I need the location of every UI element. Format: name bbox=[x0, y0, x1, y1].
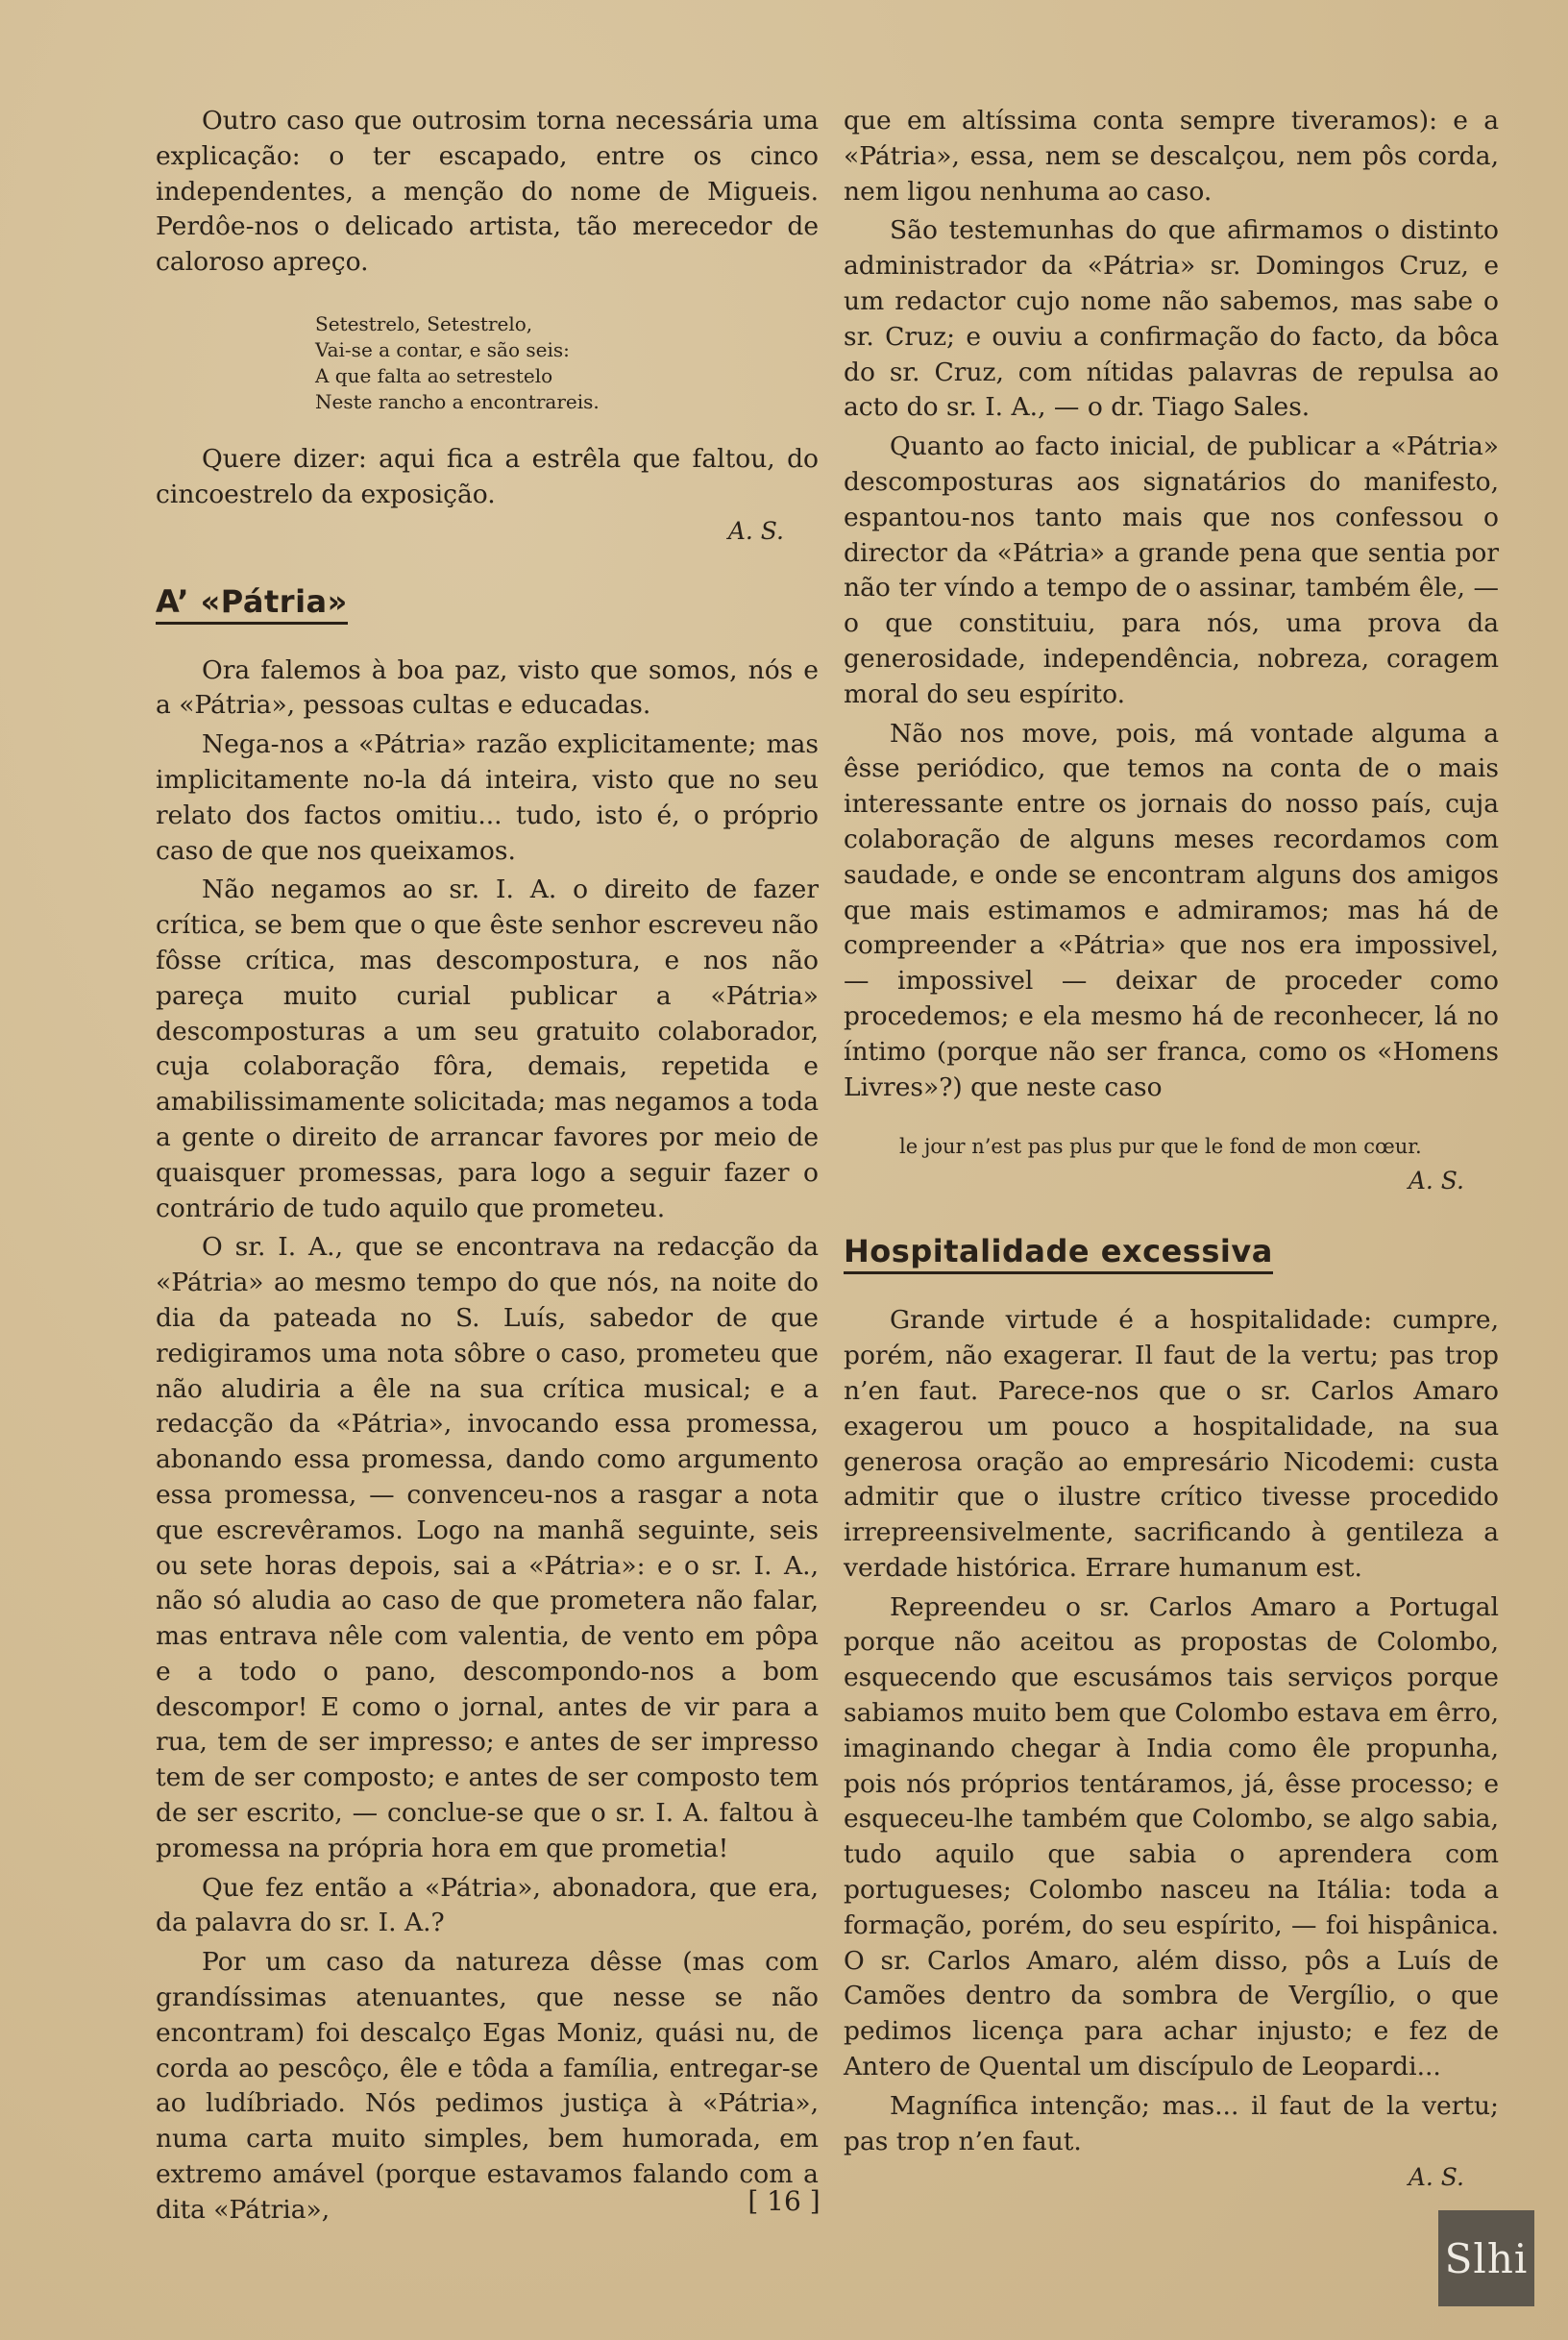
paragraph: O sr. I. A., que se encontrava na redacção da «Pátria» ao mesmo tempo do que nós, na noite do dia da pateada no S. Luís, sabedor de que redigiramos uma nota sôbre o caso, prometeu que não aludiria a êle na sua crítica musical; e a redacção da «Pátria», invocando essa promessa, abonando essa promessa, dando como argumento essa promessa, — convenceu-nos a rasgar a nota que escrevêramos. Logo na manhã seguinte, seis ou sete horas depois, sai a «Pátria»: e o sr. I. A., não só aludia ao caso de que prometera não falar, mas entrava nêle com valentia, de vento em pôpa e a todo o pano, descompondo-nos a bom descompor! E como o jornal, antes de vir para a rua, tem de ser impresso; e antes de ser impresso tem de ser composto; e antes de ser composto tem de ser escrito, — conclue-se que o sr. I. A. faltou à promessa na própria hora em que prometia! bbox=[156, 1232, 819, 1863]
paragraph: Não nos move, pois, má vontade alguma a êsse periódico, que temos na conta de o mais interessante entre os jornais do nosso país, cuja colaboração de alguns meses recordamos com saudade, e onde se encontram alguns dos amigos que mais estimamos e admiramos; mas há de compreender a «Pátria» que nos era impossivel, — impossivel — deixar de proceder como procedemos; e ela mesmo há de reconhecer, lá no íntimo (porque não ser franca, como os «Homens Livres»?) que neste caso bbox=[844, 718, 1499, 1102]
page-number: [ 16 ] bbox=[747, 2185, 821, 2217]
paragraph: Ora falemos à boa paz, visto que somos, nós e a «Pátria», pessoas cultas e educadas. bbox=[156, 654, 819, 721]
french-quote: le jour n’est pas plus pur que le fond de mon cœur. bbox=[899, 1135, 1422, 1159]
signature: A. S. bbox=[727, 516, 784, 545]
paragraph: Quanto ao facto inicial, de publicar a «Pátria» descomposturas aos signatários do manifesto, espantou-nos tanto mais que nos confessou o director da «Pátria» a grande pena que sentia por não ter víndo a tempo de o assinar, também êle, — o que constituiu, para nós, uma prova da generosidade, independência, nobreza, coragem moral do seu espírito. bbox=[844, 431, 1499, 709]
paragraph: Grande virtude é a hospitalidade: cumpre, porém, não exagerar. Il faut de la vertu; pas trop n’en faut. Parece-nos que o sr. Carlos Amaro exagerou um pouco a hospitalidade, na sua generosa oração ao empresário Nicodemi: custa admitir que o ilustre crítico tivesse procedido irrepreensivelmente, sacrificando à gentileza a verdade histórica. Errare humanum est. bbox=[844, 1305, 1499, 1583]
paragraph: Por um caso da natureza dêsse (mas com grandíssimas atenuantes, que nesse se não encontram) foi descalço Egas Moniz, quási nu, de corda ao pescôço, êle e tôda a família, entregar-se ao ludíbriado. Nós pedimos justiça à «Pátria», numa carta muito simples, bem humorada, em extremo amável (porque estavamos falando com a dita «Pátria», bbox=[156, 1947, 819, 2225]
signature: A. S. bbox=[1408, 2163, 1464, 2192]
section-title-patria: A’ «Pátria» bbox=[156, 583, 348, 625]
library-logo: Slhi bbox=[1438, 2210, 1534, 2306]
right-column bbox=[844, 104, 1499, 2203]
poem bbox=[315, 311, 819, 415]
signature: A. S. bbox=[1408, 1167, 1464, 1195]
intro-paragraph: Outro caso que outrosim torna necessária uma explicação: o ter escapado, entre os cinco independentes, a menção do nome de Migueis. Perdôe-nos o delicado artista, tão merecedor de caloroso apreço. bbox=[156, 106, 819, 278]
paragraph: Não negamos ao sr. I. A. o direito de fazer crítica, se bem que o que êste senhor escreveu não fôsse crítica, mas descompostura, e nos não pareça muito curial publicar a «Pátria» descomposturas a um seu gratuito colaborador, cuja colaboração fôra, demais, repetida e amabilissimamente solicitada; mas negamos a toda a gente o direito de arrancar favores por meio de quaisquer promessas, para logo a seguir fazer o contrário de tudo aquilo que prometeu. bbox=[156, 874, 819, 1223]
paragraph: Nega-nos a «Pátria» razão explicitamente; mas implicitamente no-la dá inteira, visto que no seu relato dos factos omitiu... tudo, isto é, o próprio caso de que nos queixamos. bbox=[156, 729, 819, 866]
after-poem-paragraph: Quere dizer: aqui fica a estrêla que faltou, do cincoestrelo da exposição. bbox=[156, 443, 819, 509]
section-title-hospitalidade: Hospitalidade excessiva bbox=[844, 1233, 1273, 1274]
paragraph: Magnífica intenção; mas... il faut de la vertu; pas trop n’en faut. bbox=[844, 2090, 1499, 2156]
poem-line: Vai-se a contar, e são seis: bbox=[315, 337, 570, 361]
poem-line: Neste rancho a encontrareis. bbox=[315, 389, 600, 413]
paragraph: Repreendeu o sr. Carlos Amaro a Portugal porque não aceitou as propostas de Colombo, esquecendo que escusámos tais serviços porque sabiamos muito bem que Colombo estava em êrro, imaginando chegar à India como êle propunha, pois nós próprios tentáramos, já, êsse processo; e esqueceu-lhe também que Colombo, se algo sabia, tudo aquilo que sabia o aprendera com portugueses; Colombo nasceu na Itália: toda a formação, porém, do seu espírito, — foi hispânica. O sr. Carlos Amaro, além disso, pôs a Luís de Camões dentro da sombra de Vergílio, o que pedimos licença para achar injusto; e fez de Antero de Quental um discípulo de Leopardi... bbox=[844, 1591, 1499, 2082]
paragraph: que em altíssima conta sempre tiveramos): e a «Pátria», essa, nem se descalçou, nem pôs corda, nem ligou nenhuma ao caso. bbox=[844, 106, 1499, 207]
poem-line: A que falta ao setrestelo bbox=[315, 363, 553, 387]
paragraph: Que fez então a «Pátria», abonadora, que era, da palavra do sr. I. A.? bbox=[156, 1872, 819, 1938]
paragraph: São testemunhas do que afirmamos o distinto administrador da «Pátria» sr. Domingos Cruz, e um redactor cujo nome não sabemos, mas sabe o sr. Cruz; e ouviu a confirmação do facto, da bôca do sr. Cruz, com nítidas palavras de repulsa ao acto do sr. I. A., — o dr. Tiago Sales. bbox=[844, 215, 1499, 423]
left-column bbox=[156, 104, 819, 2232]
poem-line: Setestrelo, Setestrelo, bbox=[315, 311, 533, 335]
